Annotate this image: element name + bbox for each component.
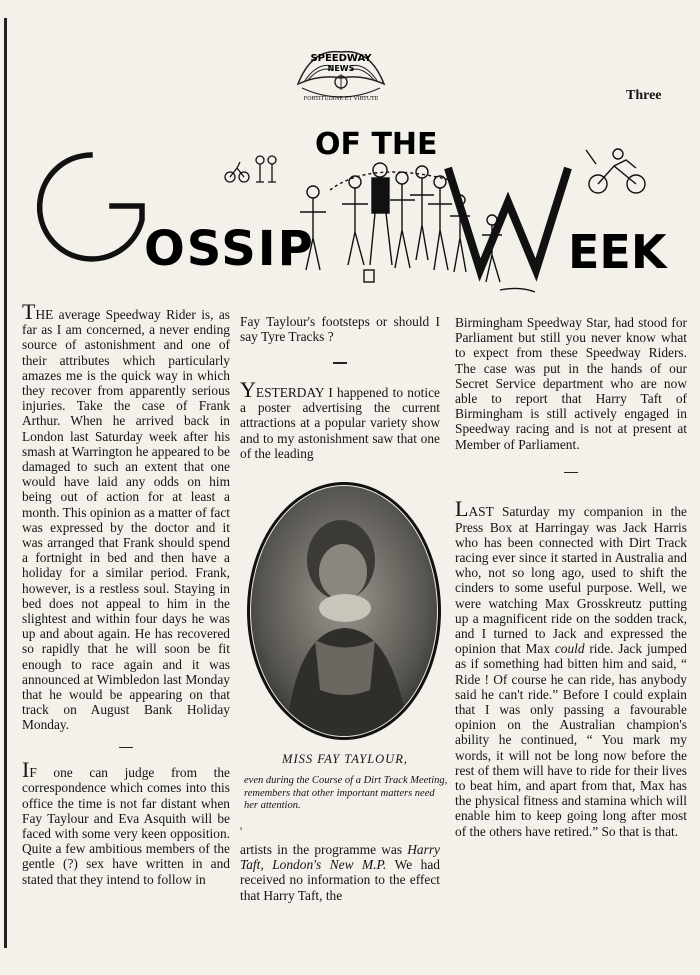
paragraph-frank-arthur <box>22 299 231 733</box>
paragraph-harringay <box>455 496 687 839</box>
drop-cap: I <box>22 757 30 783</box>
photo-caption-title: MISS FAY TAYLOUR, <box>282 752 408 766</box>
headline-of-the: OF THE <box>315 127 438 162</box>
paragraph-text: We had received no information to the effect that Harry Taft, the <box>240 857 440 903</box>
headline-illustration <box>30 120 670 300</box>
drop-cap: Y <box>240 376 256 402</box>
paragraph-emphasis: could <box>554 641 585 657</box>
section-divider <box>564 472 578 474</box>
logo-mid-text: NEWS <box>327 64 355 73</box>
paragraph-text: ESTERDAY I happened to notice a poster advertising the current attractions at a popular variety show and to my astonishment saw that one of the leading <box>240 384 440 461</box>
fay-taylour-photo <box>245 480 443 742</box>
paragraph-text: artists in the programme was <box>240 842 408 857</box>
logo-motto: FORTITUDINE ET VIRTUTE <box>303 96 379 102</box>
article-column-3 <box>455 315 687 839</box>
logo-top-text: SPEEDWAY <box>310 53 372 64</box>
paragraph-text: F one can judge from the correspondence which comes into this office the time is not far distant when Fay Taylour and Eva Asquith will be faced with some very keen opposition. Quite a few ambitious members of the gentle (?) sex have written in and stated that they intend to follow in <box>22 765 230 887</box>
section-divider <box>333 362 347 364</box>
article-column-1 <box>22 299 231 887</box>
paragraph-parliament: Birmingham Speedway Star, had stood for Parliament but still you never know what to expect from these Speedway Riders. The case was put in the hands of our Secret Service department who are now able to report that Harry Taft of Birmingham is still actively engaged in Speedway racing and is not at present at Member of Parliament. <box>455 315 687 452</box>
page-number: Three <box>626 88 662 103</box>
paragraph-taft <box>240 842 440 903</box>
paragraph-text: ride. Jack jumped as if something had bitten him and said, “ Ride ! Of course he can ride, has anybody said he can't ride.” Before I could explain that I was only passing a favourable opinion on the Australian champion's ability he continued, “ You mark my words, it will not be long now before the rest of them will have to ride for their lives to beat him, and apart from that, Max has the physical fitness and stamina which will enable him to keep going long after most of the others have retired.” So that is that. <box>455 641 687 839</box>
article-column-2 <box>240 314 440 461</box>
motorcycle-left-drawing <box>225 156 276 182</box>
tick-mark: ' <box>240 824 243 838</box>
paragraph-emphasis: Harry Taft, London's New M.P. <box>240 842 440 873</box>
paragraph-correspondence <box>22 757 230 887</box>
drop-cap: L <box>455 496 469 522</box>
paragraph-tyre-tracks: Fay Taylour's footsteps or should I say Tyre Tracks ? <box>240 314 440 345</box>
motorcycle-right-drawing <box>586 149 645 193</box>
drop-cap: T <box>22 299 36 324</box>
paragraph-poster <box>240 376 440 461</box>
headline-eek: EEK <box>568 225 667 279</box>
article-column-2-continued <box>240 842 440 903</box>
page-edge <box>4 18 7 948</box>
paragraph-text: HE average Speedway Rider is, as far as I am concerned, a never ending source of astonishment and one of their attributes which particularly amazes me is the quick way in which they recover from apparently serious injuries. Take the case of Frank Arthur. When he arrived back in London last Saturday week after his smash at Warrington he appeared to be damaged to such an extent that one would have laid any odds on him being out of action for at least a month. This opinion as a matter of fact was expressed by the doctor and it was arranged that Frank should spend a fortnight in bed and then have a holiday for a similar period. Frank, however, is a restless soul. Staying in bed does not appeal to him in the slightest and within four days he was up and about again. He has recovered so rapidly that he will soon be fit enough to race again and it was announced at Wimbledon last Monday that he would be appearing on that track on August Bank Holiday Monday. <box>22 307 231 733</box>
photo-caption-text: even during the Course of a Dirt Track Meeting, remembers that other important matters need her attention. <box>244 775 448 811</box>
speedway-news-logo <box>292 44 390 106</box>
section-divider <box>119 747 133 749</box>
paragraph-text: AST Saturday my companion in the Press Box at Harringay was Jack Harris who has been connected with Dirt Track racing ever since it started in Australia and who, not so long ago, used to shift the cinders to some useful purpose. Well, we were watching Max Grosskreutz putting up a magnificent ride on the sodden track, and I turned to Jack and expressed the opinion that Max <box>455 504 687 657</box>
headline-ossip: OSSIP <box>144 221 315 277</box>
